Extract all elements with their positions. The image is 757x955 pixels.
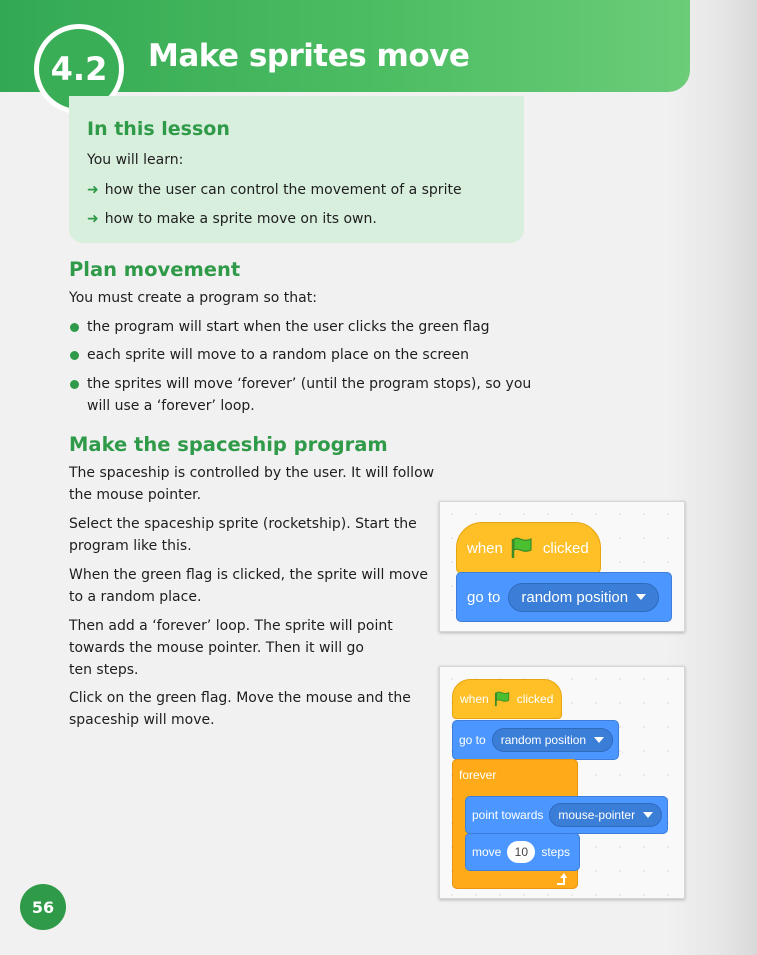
paragraph-line: to a random place. bbox=[69, 589, 202, 605]
code-screenshot-2 bbox=[439, 666, 685, 899]
chevron-down-icon bbox=[636, 594, 646, 600]
paragraph-line: program like this. bbox=[69, 538, 192, 554]
paragraph-line: When the green flag is clicked, the sprite will move bbox=[69, 567, 428, 583]
paragraph-line: spaceship will move. bbox=[69, 712, 215, 728]
lesson-box-heading: In this lesson bbox=[87, 118, 230, 140]
in-this-lesson-box bbox=[69, 96, 524, 243]
point-towards-block[interactable]: point towards mouse-pointer bbox=[465, 796, 668, 834]
lesson-box-intro: You will learn: bbox=[87, 152, 184, 168]
paragraph-line: Click on the green flag. Move the mouse and the bbox=[69, 690, 411, 706]
bullet-item: the sprites will move ‘forever’ (until the program stops), so you bbox=[69, 373, 531, 395]
plan-intro: You must create a program so that: bbox=[69, 290, 317, 306]
go-to-dropdown[interactable]: random position bbox=[492, 728, 613, 752]
page-number: 56 bbox=[20, 884, 66, 930]
go-to-dropdown[interactable]: random position bbox=[508, 583, 659, 612]
chevron-down-icon bbox=[594, 737, 604, 743]
spaceship-program-heading: Make the spaceship program bbox=[69, 433, 388, 456]
paragraph-line: Select the spaceship sprite (rocketship). Start the bbox=[69, 516, 417, 532]
arrow-right-icon: ➜ bbox=[87, 211, 99, 227]
when-flag-clicked-block[interactable]: when clicked bbox=[452, 679, 562, 719]
paragraph-line: Then add a ‘forever’ loop. The sprite will point bbox=[69, 618, 393, 634]
bullet-item-continuation: will use a ‘forever’ loop. bbox=[87, 398, 255, 414]
point-towards-dropdown[interactable]: mouse-pointer bbox=[549, 803, 662, 827]
paragraph-line: the mouse pointer. bbox=[69, 487, 202, 503]
bullet-item: the program will start when the user clicks the green flag bbox=[69, 316, 490, 338]
paragraph-line: The spaceship is controlled by the user. It will follow bbox=[69, 465, 435, 481]
code-screenshot-1 bbox=[439, 501, 685, 632]
paragraph-line: towards the mouse pointer. Then it will go bbox=[69, 640, 364, 656]
bullet-item: each sprite will move to a random place on the screen bbox=[69, 344, 469, 366]
go-to-block[interactable]: go to random position bbox=[452, 720, 619, 760]
forever-loop-block[interactable]: forever bbox=[452, 759, 578, 889]
chevron-down-icon bbox=[643, 812, 653, 818]
page-title: Make sprites move bbox=[148, 38, 470, 74]
bullet-dot-icon bbox=[70, 380, 79, 389]
paragraph-line: ten steps. bbox=[69, 662, 139, 678]
lesson-number: 4.2 bbox=[50, 50, 108, 88]
arrow-right-icon: ➜ bbox=[87, 182, 99, 198]
go-to-block[interactable]: go to random position bbox=[456, 572, 672, 622]
green-flag-icon bbox=[493, 690, 513, 708]
loop-arrow-icon bbox=[554, 872, 568, 886]
when-flag-clicked-block[interactable]: when clicked bbox=[456, 522, 601, 574]
green-flag-icon bbox=[509, 536, 537, 560]
steps-input[interactable]: 10 bbox=[507, 841, 535, 863]
plan-movement-heading: Plan movement bbox=[69, 258, 241, 281]
lesson-item: ➜ how the user can control the movement of a sprite bbox=[87, 182, 462, 198]
bullet-dot-icon bbox=[70, 351, 79, 360]
bullet-dot-icon bbox=[70, 323, 79, 332]
lesson-item: ➜ how to make a sprite move on its own. bbox=[87, 211, 377, 227]
move-steps-block[interactable]: move 10 steps bbox=[465, 833, 580, 871]
